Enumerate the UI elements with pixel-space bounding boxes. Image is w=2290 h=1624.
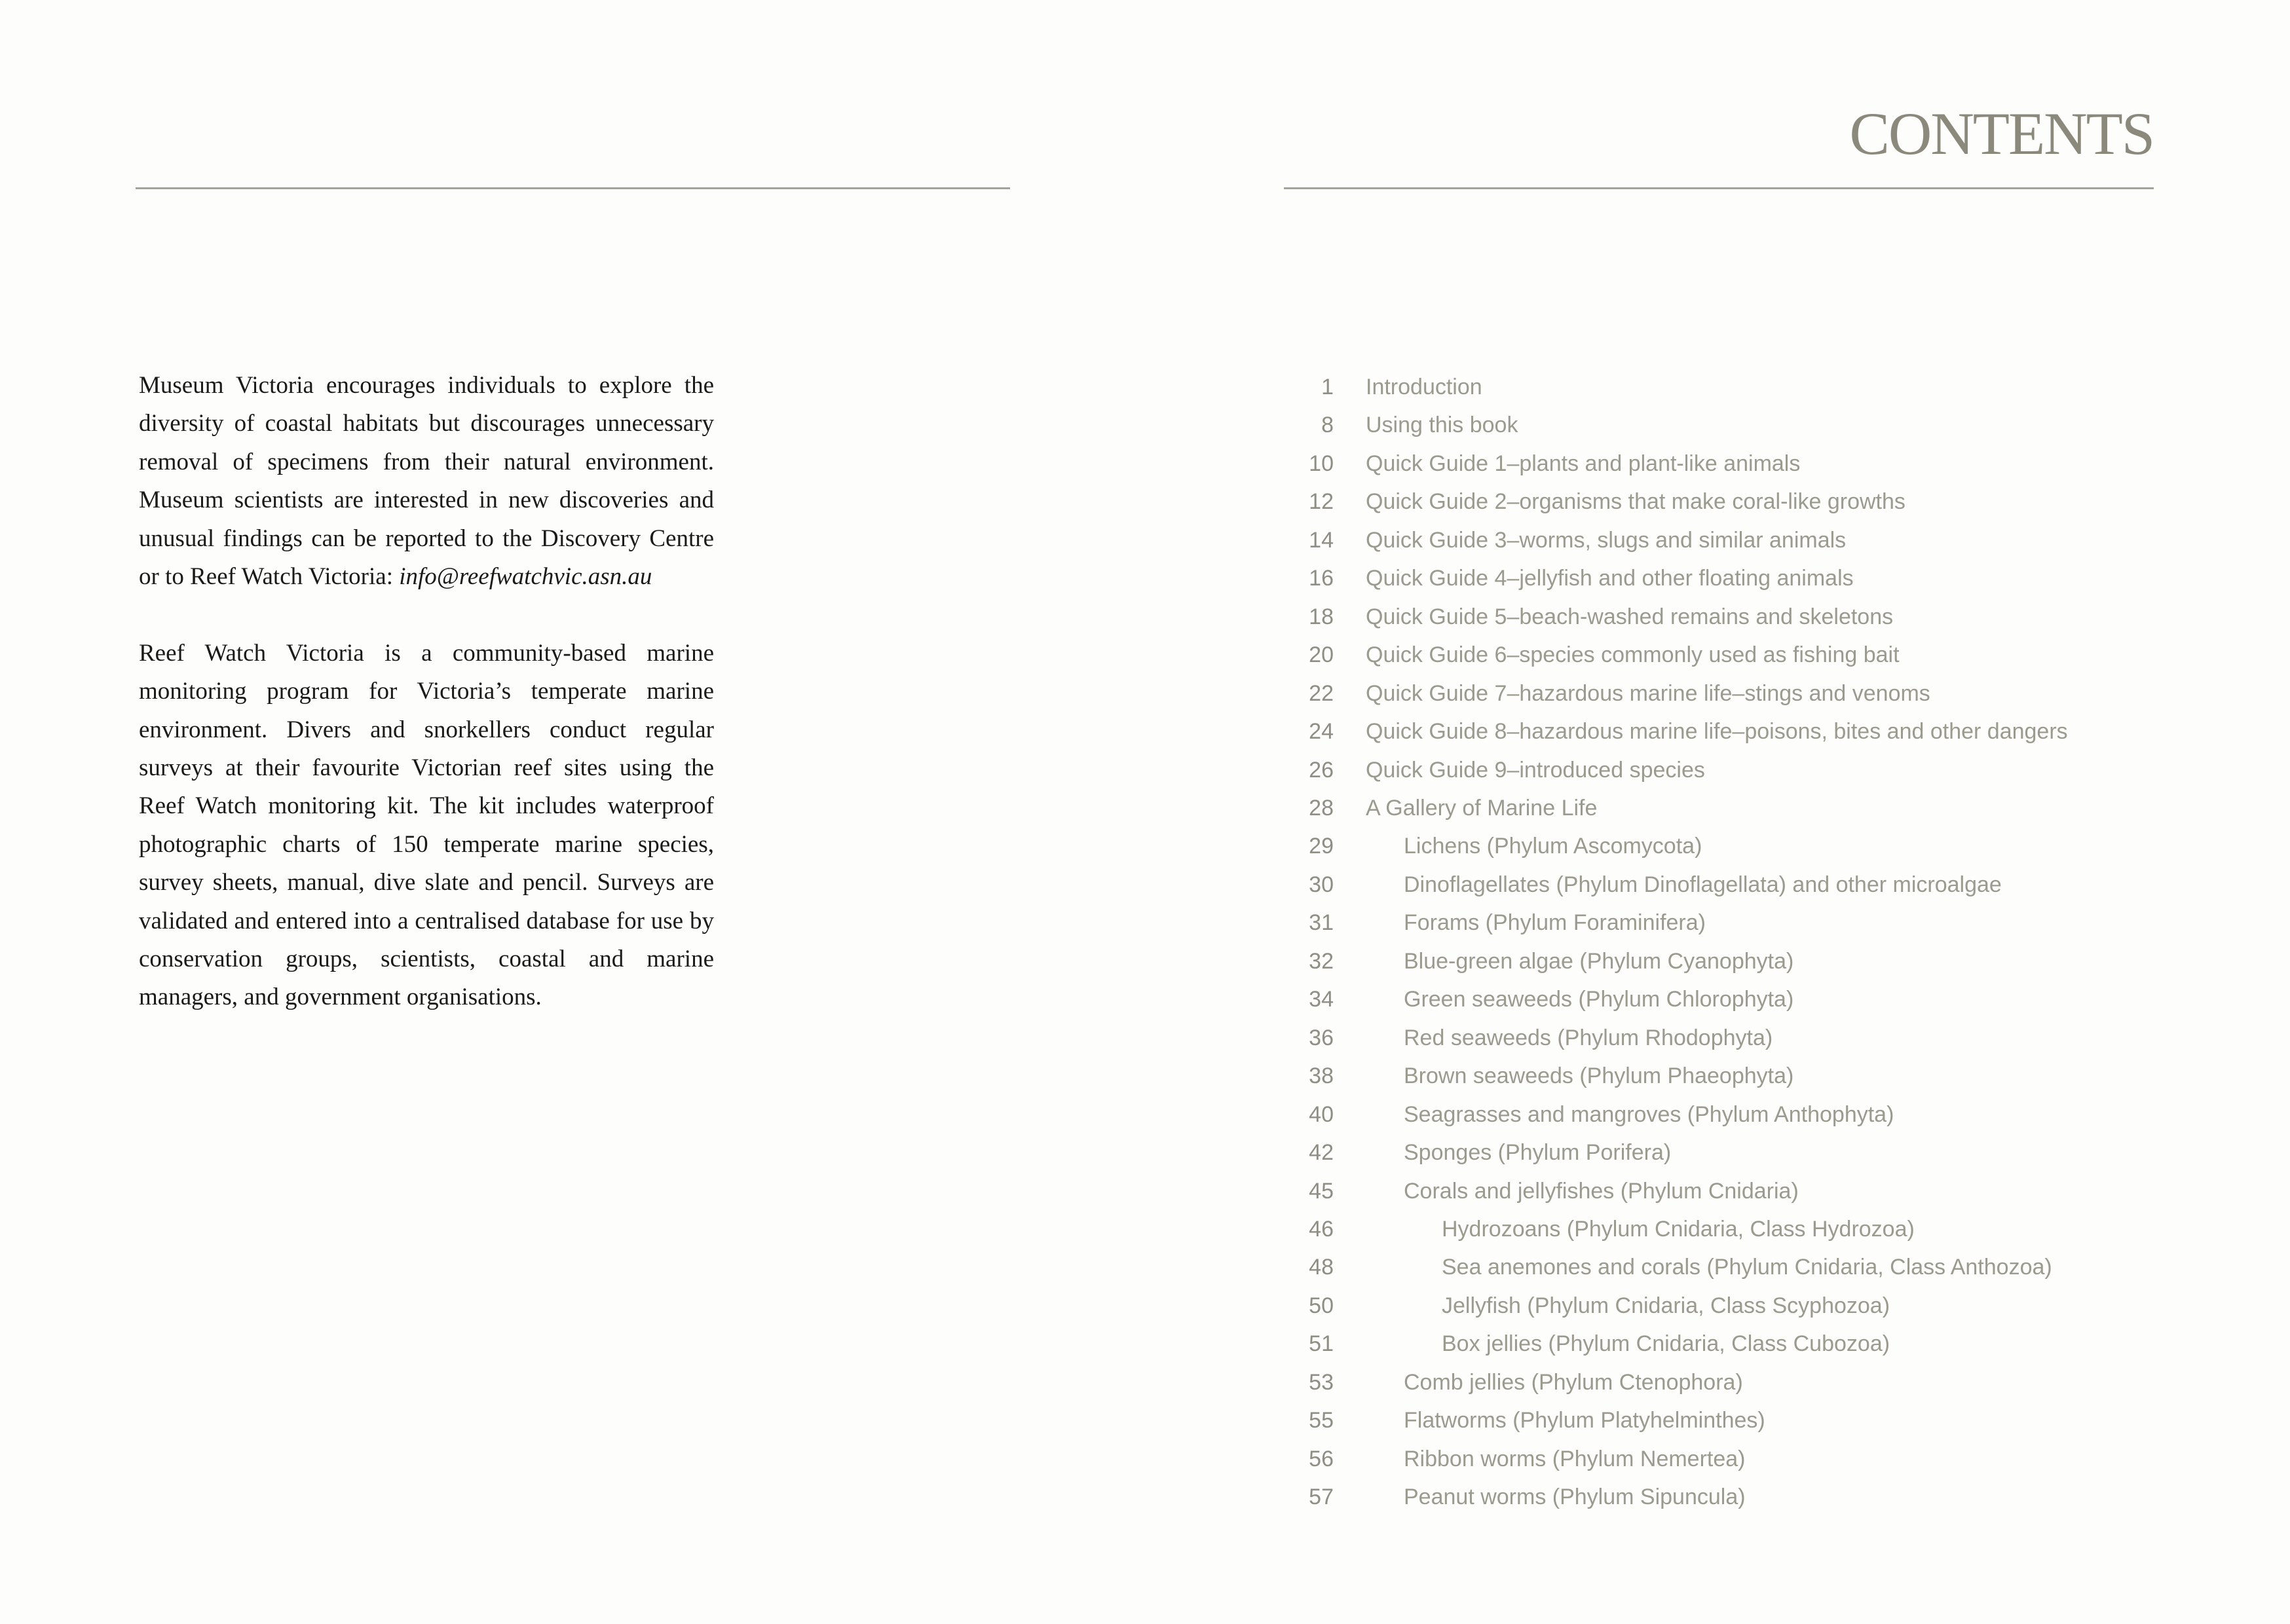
toc-title: Brown seaweeds (Phylum Phaeophyta) (1404, 1063, 1794, 1089)
toc-row (1277, 1019, 2194, 1057)
toc-row (1277, 1057, 2194, 1095)
toc-title: Jellyfish (Phylum Cnidaria, Class Scyphozoa) (1442, 1293, 1890, 1318)
toc-title: Blue-green algae (Phylum Cyanophyta) (1404, 948, 1794, 974)
toc-page-number: 46 (1309, 1216, 1334, 1242)
toc-title: Lichens (Phylum Ascomycota) (1404, 834, 1702, 859)
toc-page-number: 14 (1309, 527, 1334, 553)
toc-page-number: 16 (1309, 566, 1334, 591)
toc-page-number: 20 (1309, 642, 1334, 668)
toc-page-number: 18 (1309, 604, 1334, 629)
toc-row (1277, 1440, 2194, 1478)
toc-title: Peanut worms (Phylum Sipuncula) (1404, 1485, 1746, 1510)
toc-page-number: 53 (1309, 1369, 1334, 1395)
toc-row (1277, 827, 2194, 865)
toc-row (1277, 942, 2194, 980)
toc-page-number: 30 (1309, 872, 1334, 897)
toc-row (1277, 1172, 2194, 1210)
toc-page-number: 34 (1309, 987, 1334, 1012)
toc-title: Forams (Phylum Foraminifera) (1404, 910, 1706, 936)
toc-title: Introduction (1366, 375, 1482, 399)
toc-title: Quick Guide 8–hazardous marine life–poisons, bites and other dangers (1366, 719, 2068, 745)
toc-title: Using this book (1366, 413, 1518, 438)
toc-page-number: 48 (1309, 1255, 1334, 1280)
toc-title: Quick Guide 9–introduced species (1366, 757, 1705, 783)
toc-page-number: 42 (1309, 1140, 1334, 1166)
reefwatch-email: info@reefwatchvic.asn.au (399, 563, 652, 591)
toc-row (1277, 1210, 2194, 1248)
toc-page-number: 32 (1309, 948, 1334, 974)
toc-row (1277, 1096, 2194, 1134)
toc-page-number: 1 (1321, 375, 1334, 399)
toc-page-number: 50 (1309, 1293, 1334, 1318)
toc-row (1277, 368, 2194, 406)
toc-title: Quick Guide 1–plants and plant-like animals (1366, 451, 1801, 476)
toc-title: Seagrasses and mangroves (Phylum Anthophyta) (1404, 1101, 1894, 1127)
toc-row (1277, 789, 2194, 827)
toc-page-number: 40 (1309, 1101, 1334, 1127)
toc-page-number: 10 (1309, 451, 1334, 476)
toc-title: Quick Guide 4–jellyfish and other floating animals (1366, 566, 1854, 591)
toc-page-number: 36 (1309, 1025, 1334, 1050)
toc-title: Hydrozoans (Phylum Cnidaria, Class Hydrozoa) (1442, 1216, 1915, 1242)
toc-page-number: 26 (1309, 757, 1334, 783)
toc-row (1277, 1134, 2194, 1172)
toc-list (1277, 368, 2194, 1517)
contents-rule (1284, 187, 2154, 189)
toc-row (1277, 674, 2194, 712)
toc-title: Quick Guide 7–hazardous marine life–stings and venoms (1366, 680, 1930, 706)
toc-title: Quick Guide 5–beach-washed remains and skeletons (1366, 604, 1894, 629)
toc-title: Ribbon worms (Phylum Nemertea) (1404, 1446, 1746, 1471)
contents-heading: CONTENTS (1849, 100, 2154, 167)
toc-page-number: 45 (1309, 1178, 1334, 1204)
toc-title: Dinoflagellates (Phylum Dinoflagellata) and other microalgae (1404, 872, 2002, 897)
toc-row (1277, 483, 2194, 521)
paragraph-reef-watch: Reef Watch Victoria is a community-based marine monitoring program for Victoria’s temperate marine environment. Divers and snorkellers conduct regular surveys at their favourite Victorian reef sites using the Reef Watch monitoring kit. The kit includes waterproof photographic charts of 150 temperate marine species, survey sheets, manual, dive slate and pencil. Surveys are validated and entered into a centralised database for use by conservation groups, scientists, coastal and marine managers, and government organisations. (139, 639, 714, 1011)
toc-row (1277, 636, 2194, 674)
toc-page-number: 31 (1309, 910, 1334, 936)
toc-title: Corals and jellyfishes (Phylum Cnidaria) (1404, 1178, 1799, 1204)
toc-title: Sea anemones and corals (Phylum Cnidaria, Class Anthozoa) (1442, 1255, 2052, 1280)
toc-row (1277, 559, 2194, 597)
toc-title: Quick Guide 2–organisms that make coral-like growths (1366, 489, 1905, 515)
paragraph-museum-victoria (139, 367, 714, 596)
toc-page-number: 22 (1309, 680, 1334, 706)
toc-row (1277, 521, 2194, 559)
toc-page-number: 12 (1309, 489, 1334, 515)
toc-row (1277, 1325, 2194, 1363)
toc-title: Quick Guide 3–worms, slugs and similar animals (1366, 527, 1847, 553)
toc-row (1277, 1363, 2194, 1401)
toc-row (1277, 980, 2194, 1018)
toc-page-number: 55 (1309, 1408, 1334, 1433)
left-page-body (139, 367, 714, 1017)
toc-row (1277, 1287, 2194, 1325)
toc-row (1277, 751, 2194, 789)
toc-row (1277, 598, 2194, 636)
toc-row (1277, 1478, 2194, 1516)
toc-title: Green seaweeds (Phylum Chlorophyta) (1404, 987, 1794, 1012)
toc-page-number: 24 (1309, 719, 1334, 745)
toc-row (1277, 1248, 2194, 1286)
toc-title: Red seaweeds (Phylum Rhodophyta) (1404, 1025, 1773, 1050)
toc-page-number: 57 (1309, 1485, 1334, 1510)
toc-page-number: 56 (1309, 1446, 1334, 1471)
toc-title: Quick Guide 6–species commonly used as fishing bait (1366, 642, 1900, 668)
paragraph1-text: Museum Victoria encourages individuals to explore the diversity of coastal habitats but discourages unnecessary removal of specimens from their natural environment. Museum scientists are interested in new discoveries and unusual findings can be reported to the Discovery Centre or to Reef Watch Victoria: (139, 372, 714, 591)
toc-title: Flatworms (Phylum Platyhelminthes) (1404, 1408, 1765, 1433)
toc-title: Box jellies (Phylum Cnidaria, Class Cubozoa) (1442, 1331, 1890, 1357)
toc-title: Comb jellies (Phylum Ctenophora) (1404, 1369, 1743, 1395)
toc-row (1277, 1401, 2194, 1439)
toc-page-number: 8 (1321, 413, 1334, 438)
toc-page-number: 28 (1309, 795, 1334, 821)
toc-title: Sponges (Phylum Porifera) (1404, 1140, 1672, 1166)
toc-title: A Gallery of Marine Life (1366, 795, 1598, 821)
toc-row (1277, 712, 2194, 750)
toc-row (1277, 904, 2194, 942)
toc-page-number: 38 (1309, 1063, 1334, 1089)
left-page-rule (136, 187, 1010, 189)
toc-row (1277, 866, 2194, 904)
toc-page-number: 29 (1309, 834, 1334, 859)
toc-row (1277, 445, 2194, 483)
toc-row (1277, 406, 2194, 444)
toc-page-number: 51 (1309, 1331, 1334, 1357)
